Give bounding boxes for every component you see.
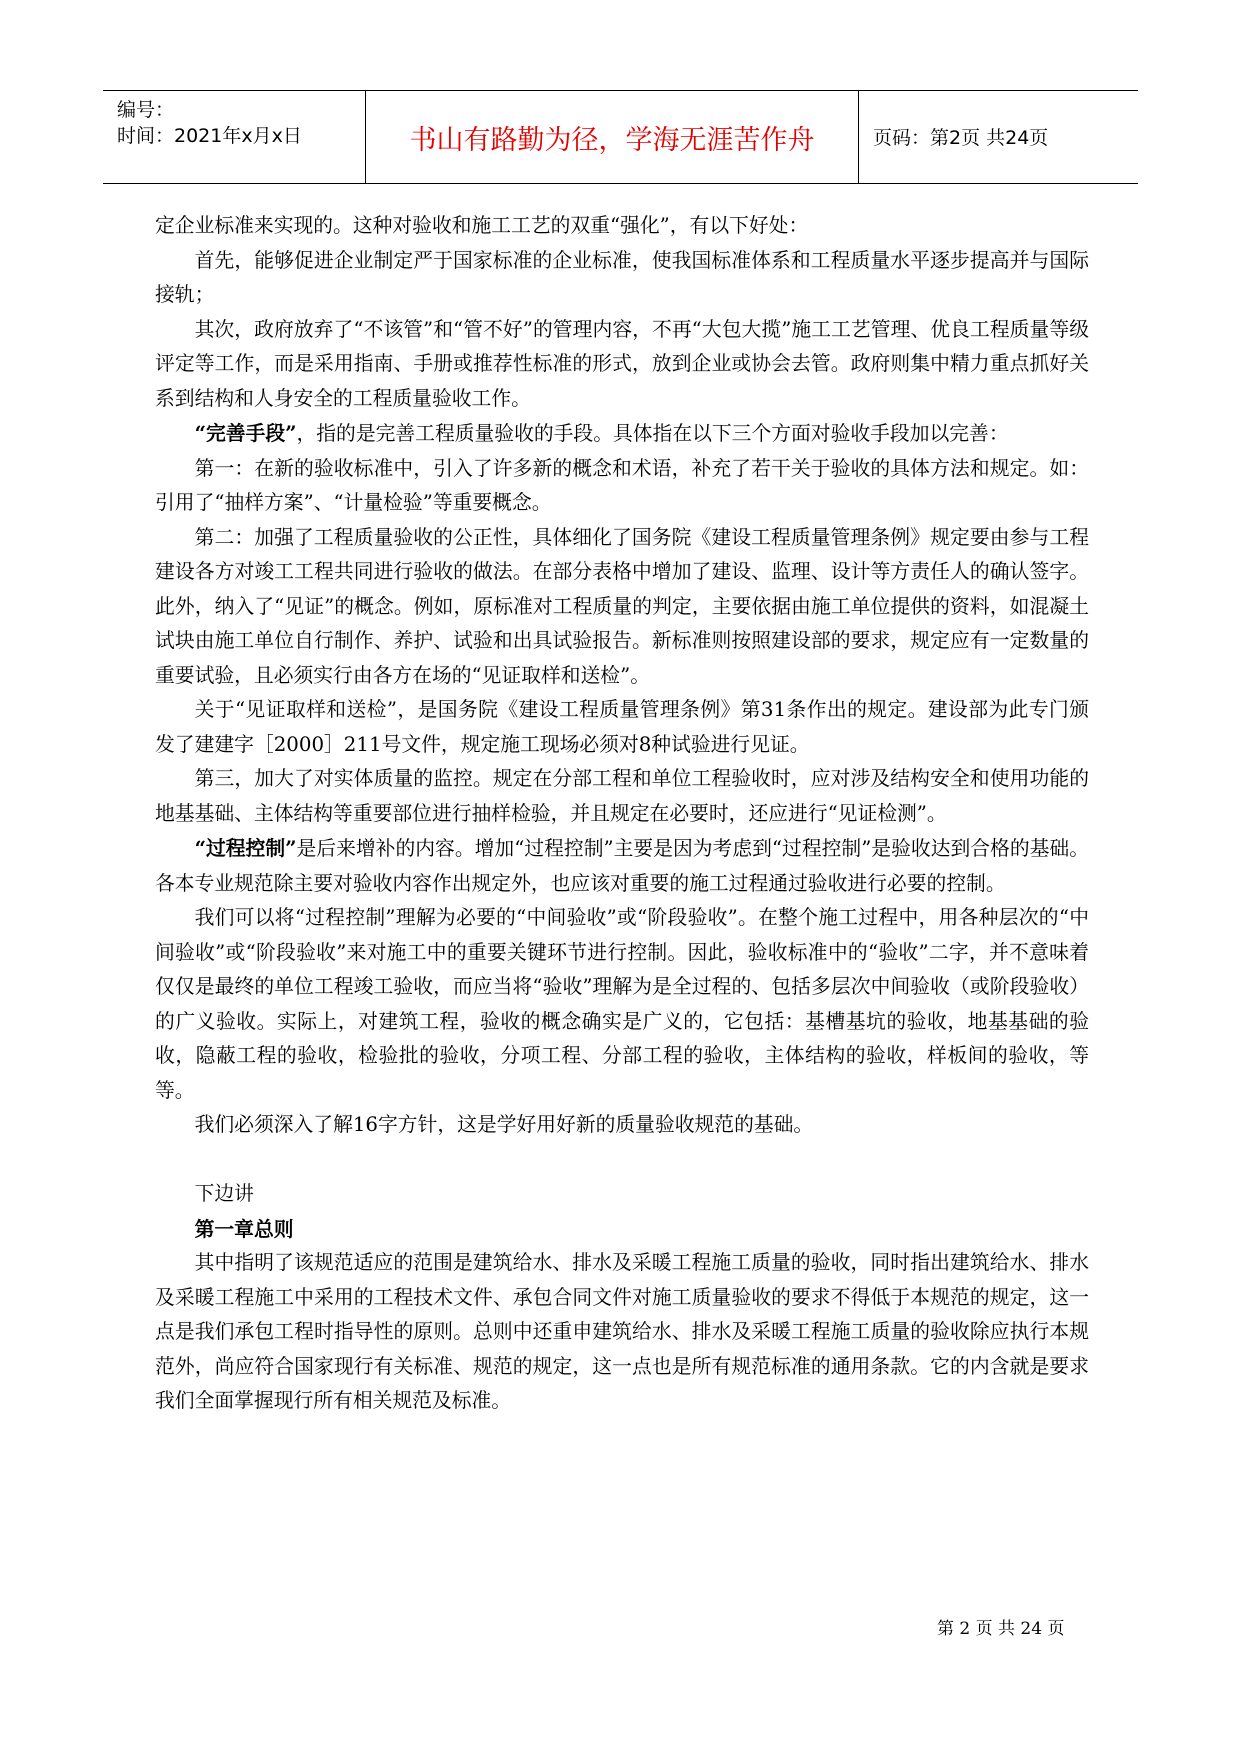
paragraph-text: ，指的是完善工程质量验收的手段。具体指在以下三个方面对验收手段加以完善： xyxy=(296,422,1009,445)
paragraph: 关于“见证取样和送检”，是国务院《建设工程质量管理条例》第31条作出的规定。建设部为此专门颁发了建建字［2000］211号文件，规定施工现场必须对8种试验进行见证。 xyxy=(155,698,1089,756)
page-footer: 第 2 页 共 24 页 xyxy=(937,1619,1065,1639)
header-info-cell xyxy=(103,91,365,183)
paragraph: 我们必须深入了解16字方针，这是学好用好新的质量验收规范的基础。 xyxy=(194,1113,814,1136)
paragraph: 第一：在新的验收标准中，引入了许多新的概念和术语，补充了若干关于验收的具体方法和规定。如：引用了“抽样方案”、“计量检验”等重要概念。 xyxy=(155,456,1089,514)
header-page-cell xyxy=(859,91,1138,183)
paragraph: 首先，能够促进企业制定严于国家标准的企业标准，使我国标准体系和工程质量水平逐步提高并与国际接轨； xyxy=(155,248,1089,306)
blank-line xyxy=(155,1143,1089,1178)
document-body xyxy=(155,209,1089,1419)
paragraph: 我们可以将“过程控制”理解为必要的“中间验收”或“阶段验收”。在整个施工过程中，用各种层次的“中间验收”或“阶段验收”来对施工中的重要关键环节进行控制。因此，验收标准中的“验收”二字，并不意味着仅仅是最终的单位工程竣工验收，而应当将“验收”理解为是全过程的、包括多层次中间验收（或阶段验收）的广义验收。实际上，对建筑工程，验收的概念确实是广义的，它包括：基槽基坑的验收，地基基础的验收，隐蔽工程的验收，检验批的验收，分项工程、分部工程的验收，主体结构的验收，样板间的验收，等等。 xyxy=(155,906,1089,1102)
chapter-heading: 第一章总则 xyxy=(194,1216,294,1241)
bold-term: “过程控制” xyxy=(194,836,297,860)
header-motto-cell xyxy=(365,91,859,183)
paragraph: 其次，政府放弃了“不该管”和“管不好”的管理内容，不再“大包大揽”施工工艺管理、优良工程质量等级评定等工作，而是采用指南、手册或推荐性标准的形式，放到企业或协会去管。政府则集中精力重点抓好关系到结构和人身安全的工程质量验收工作。 xyxy=(155,317,1089,410)
paragraph-text: 是后来增补的内容。增加“过程控制”主要是因为考虑到“过程控制”是验收达到合格的基础。各本专业规范除主要对验收内容作出规定外，也应该对重要的施工过程通过验收进行必要的控制。 xyxy=(155,837,1089,895)
paragraph-wanshan xyxy=(155,416,1089,452)
header-motto: 书山有路勤为径，学海无涯苦作舟 xyxy=(409,125,815,156)
paragraph: 下边讲 xyxy=(194,1182,254,1205)
paragraph: 第三，加大了对实体质量的监控。规定在分部工程和单位工程验收时，应对涉及结构安全和使用功能的地基基础、主体结构等重要部位进行抽样检验，并且规定在必要时，还应进行“见证检测”。 xyxy=(155,767,1089,825)
paragraph: 定企业标准来实现的。这种对验收和施工工艺的双重“强化”，有以下好处： xyxy=(155,214,809,237)
bold-term: “完善手段” xyxy=(194,421,297,445)
header-page-number: 页码：第2页 共24页 xyxy=(873,127,1049,149)
paragraph-guocheng xyxy=(155,831,1089,901)
document-time-label: 时间：2021年x月x日 xyxy=(117,125,302,147)
paragraph: 其中指明了该规范适应的范围是建筑给水、排水及采暖工程施工质量的验收，同时指出建筑给水、排水及采暖工程施工中采用的工程技术文件、承包合同文件对施工质量验收的要求不得低于本规范的规定，这一点是我们承包工程时指导性的原则。总则中还重申建筑给水、排水及采暖工程施工质量的验收除应执行本规范外，尚应符合国家现行有关标准、规范的规定，这一点也是所有规范标准的通用条款。它的内含就是要求我们全面掌握现行所有相关规范及标准。 xyxy=(155,1251,1089,1412)
paragraph: 第二：加强了工程质量验收的公正性，具体细化了国务院《建设工程质量管理条例》规定要由参与工程建设各方对竣工工程共同进行验收的做法。在部分表格中增加了建设、监理、设计等方责任人的确认签字。此外，纳入了“见证”的概念。例如，原标准对工程质量的判定，主要依据由施工单位提供的资料，如混凝土试块由施工单位自行制作、养护、试验和出具试验报告。新标准则按照建设部的要求，规定应有一定数量的重要试验，且必须实行由各方在场的“见证取样和送检”。 xyxy=(155,525,1089,687)
document-number-label: 编号： xyxy=(117,99,175,121)
page-header xyxy=(103,90,1138,184)
